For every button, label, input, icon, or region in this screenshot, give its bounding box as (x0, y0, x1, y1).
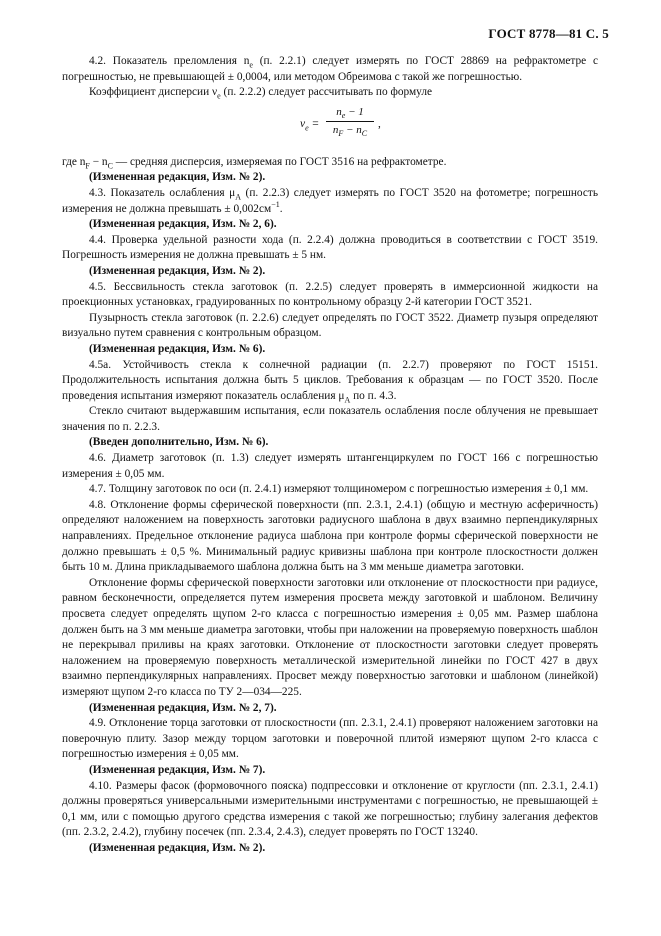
paragraph-4-10: 4.10. Размеры фасок (формовочного пояска) подпрессовки и отклонение от круглости (пп. 2.3.1, 2.4.1) должны проверяться универсальными измерительными инструментами с погрешностью, не превышающей ± 0,1 мм, или с помощью другого средства измерения с такой же погрешностью; глубину залегания дефектов (пп. 2.3.2, 2.4.2), глубину посечек (пп. 2.3.4, 2.4.3), следует проверять по ГОСТ 13240. (62, 779, 598, 839)
paragraph-bubbles: Пузырность стекла заготовок (п. 2.2.6) следует определять по ГОСТ 3522. Диаметр пузыря определяют визуально путем сравнения с контрольным образцом. (62, 311, 598, 340)
amendment-note: (Измененная редакция, Изм. № 2). (89, 171, 266, 184)
amendment-note: (Введен дополнительно, Изм. № 6). (89, 436, 269, 449)
paragraph-4-7: 4.7. Толщину заготовок по оси (п. 2.4.1) измеряют толщиномером с погрешностью измерения ± 0,1 мм. (89, 483, 589, 496)
paragraph-4-8-cont: Отклонение формы сферической поверхности заготовки или отклонение от плоскостности при радиусе, равном бесконечности, определяется путем измерения просвета между заготовкой и шаблоном. Величину просвета следует определять щупом 2-го класса с погрешностью измерения ± 0,05 мм. Размер шаблона должен быть на 3 мм меньше диаметра заготовки, чтобы при наложении на проверяемую поверхность шаблон не перекрывал приливы на краях заготовки. Отклонение от плоскостности заготовки следует проверять наложением на проверяемую поверхность металлической измерительной линейки по ГОСТ 427 в двух взаимно перпендикулярных направлениях. Просвет между поверхностью заготовки и шаблоном (линейкой) измеряют щупом 2-го класса по ТУ 2—034—225. (62, 576, 598, 698)
paragraph-4-6: 4.6. Диаметр заготовок (п. 1.3) следует измерять штангенциркулем по ГОСТ 166 с погрешностью измерения ± 0,05 мм. (62, 452, 598, 480)
paragraph-where: где $n_F - n_C$ — средняя дисперсия, измеряемая по ГОСТ 3516 на рефрактометре. (62, 155, 447, 171)
paragraph-4-2: 4.2. Показатель преломления $n_e$ (п. 2.2.1) следует измерять по ГОСТ 28869 на рефрактометре с погрешностью, не превышающей ± 0,0004, или методом Обреимова с такой же погрешностью. (62, 55, 598, 83)
amendment-note: (Измененная редакция, Изм. № 6). (89, 342, 266, 355)
paragraph-4-8: 4.8. Отклонение формы сферической поверхности (пп. 2.3.1, 2.4.1) (общую и местную асферичность) определяют наложением на поверхность заготовки радиусного шаблона в двух взаимно перпендикулярных направлениях. Предельное отклонение радиуса шаблона при контроле формы сферической поверхности не должно превышать ± 0,5 %. Минимальный радиус кривизны шаблона при контроле плоскостности должен быть 10 м. Длина прикладываемого шаблона должна быть на 3 мм меньше диаметра заготовки. (62, 498, 598, 574)
paragraph-4-5a: 4.5а. Устойчивость стекла к солнечной радиации (п. 2.2.7) проверяют по ГОСТ 15151. Продолжительность испытания должна быть 5 циклов. Требования к образцам — по ГОСТ 3520. После проведения испытания измеряют показатель ослабления $\mu_A$ по п. 4.3. (62, 358, 598, 404)
dispersion-formula: $\nu_e$ = $\frac{n_e - 1}{n_F - n_C}$ , (300, 105, 381, 139)
amendment-note: (Измененная редакция, Изм. № 7). (89, 763, 266, 776)
page-header: ГОСТ 8778—81 С. 5 (488, 26, 609, 41)
paragraph-4-5: 4.5. Бессвильность стекла заготовок (п. 2.2.5) следует проверять в иммерсионной жидкости на проекционных установках, градуированных по контрольному образцу 2-й категории ГОСТ 3521. (62, 280, 598, 309)
amendment-note: (Измененная редакция, Изм. № 2, 6). (89, 218, 277, 231)
paragraph-dispersion-intro: Коэффициент дисперсии $\nu_e$ (п. 2.2.2) следует рассчитывать по формуле (89, 86, 433, 101)
paragraph-4-4: 4.4. Проверка удельной разности хода (п. 2.2.4) должна проводиться в соответствии с ГОСТ 3519. Погрешность измерения не должна превышать ± 5 нм. (62, 233, 598, 262)
paragraph-4-3: 4.3. Показатель ослабления $\mu_A$ (п. 2.2.3) следует измерять по ГОСТ 3520 на фотометре; погрешность измерения не должна превышать ± $0,002см^{-1}$. (62, 186, 599, 215)
amendment-note: (Измененная редакция, Изм. № 2). (89, 264, 266, 277)
paragraph-passed: Стекло считают выдержавшим испытания, если показатель ослабления после облучения не превышает значения по п. 2.2.3. (62, 405, 598, 433)
amendment-note: (Измененная редакция, Изм. № 2, 7). (89, 701, 277, 714)
document-body (62, 54, 598, 857)
paragraph-4-9: 4.9. Отклонение торца заготовки от плоскостности (пп. 2.3.1, 2.4.1) проверяют наложением заготовки на поверочную плиту. Зазор между торцом заготовки и поверочной плитой измеряют щупом 2-го класса с погрешностью измерения ± 0,05 мм. (62, 717, 598, 761)
amendment-note: (Измененная редакция, Изм. № 2). (89, 841, 266, 854)
